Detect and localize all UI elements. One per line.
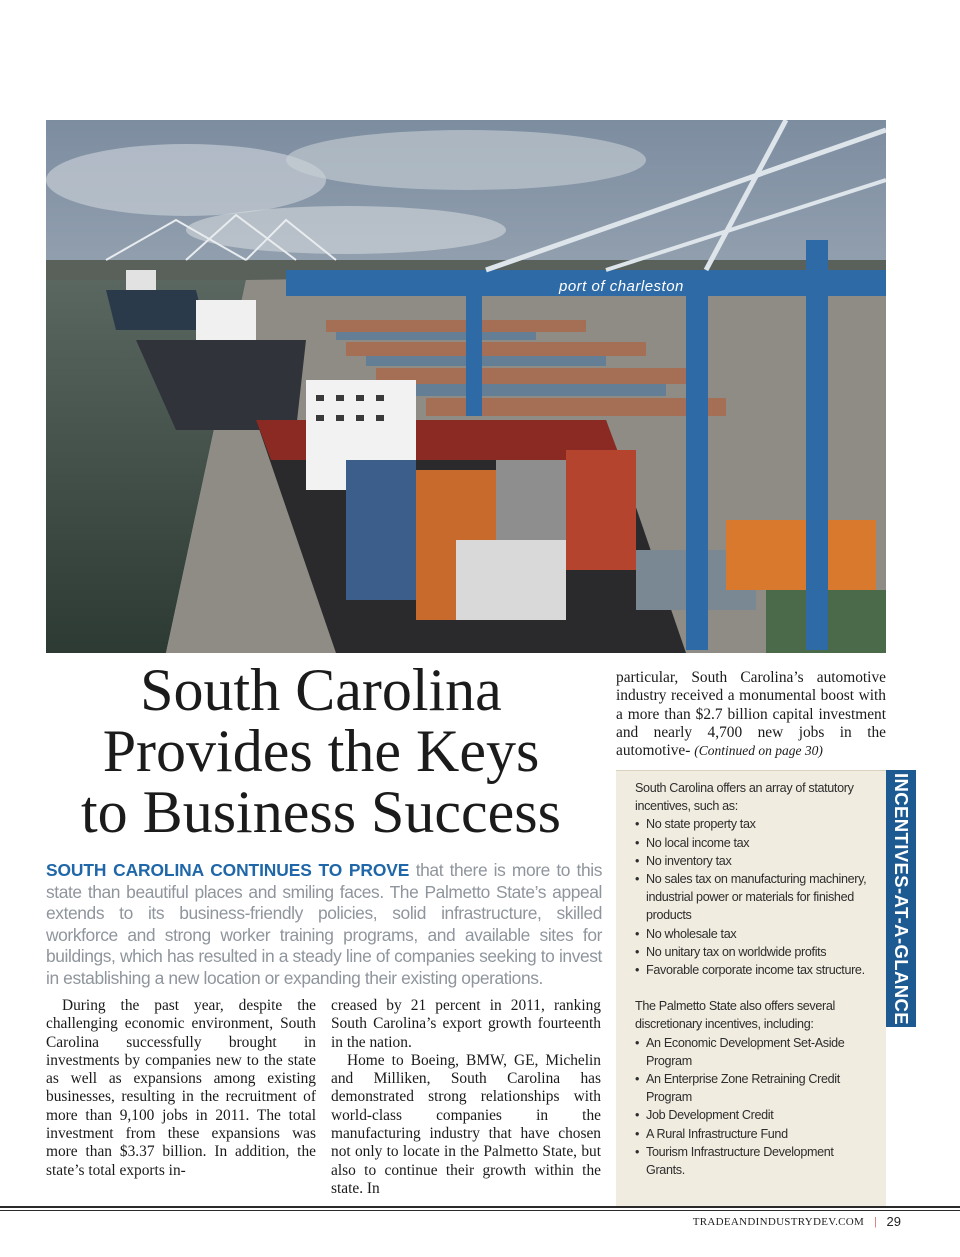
list-item: • Tourism Infrastructure Development Grants.	[635, 1143, 867, 1179]
body-paragraph: creased by 21 percent in 2011, ranking South Carolina’s export growth fourteenth in the nation.	[331, 997, 601, 1051]
crane-sign-text: port of charleston	[559, 278, 684, 295]
port-photo	[46, 120, 886, 653]
list-item: • Job Development Credit	[635, 1106, 867, 1124]
sidebar-intro-statutory: South Carolina offers an array of statutory incentives, such as:	[635, 781, 854, 814]
list-item: • No sales tax on manufacturing machinery, industrial power or materials for finished products	[635, 870, 867, 925]
footer-rule	[0, 1210, 960, 1211]
deck-text: that there is more to this state than beautiful places and smiling faces. The Palmetto State’s appeal extends to its business-friendly policies, solid infrastructure, skilled workforce and strong worker training programs, and available sites for buildings, which has resulted in a steady line of companies seeking to invest in establishing a new location or expanding their existing operations.	[46, 860, 602, 988]
page-footer	[693, 1214, 901, 1229]
footer-site-link[interactable]: TRADEANDINDUSTRYDEV.COM	[692, 1215, 865, 1228]
list-item: • A Rural Infrastructure Fund	[635, 1125, 867, 1143]
footer-rule	[0, 1206, 960, 1208]
body-paragraph: During the past year, despite the challenging economic environment, South Carolina successfully brought in investments by companies new to the state as well as expansions among existing businesses, resulting in the recruitment of more than 9,100 jobs in 2011. The total investment from these expansions was more than $3.37 billion. In addition, the state’s total exports in-	[46, 997, 316, 1179]
body-column-2	[331, 997, 601, 1198]
incentives-sidebar	[616, 770, 886, 1206]
title-line-3: to Business Success	[81, 779, 561, 845]
list-item: • No local income tax	[635, 834, 867, 852]
body-paragraph	[616, 669, 886, 760]
list-item: • An Economic Development Set-Aside Program	[635, 1034, 867, 1070]
deck-lead: SOUTH CAROLINA CONTINUES TO PROVE	[46, 860, 410, 880]
body-paragraph: Home to Boeing, BMW, GE, Michelin and Milliken, South Carolina has demonstrated strong relationships with world-class companies in the manufacturing industry that have chosen not only to locate in the Palmetto State, but also to continue their growth within the state. In	[331, 1051, 601, 1197]
sidebar-intro-discretionary: The Palmetto State also offers several discretionary incentives, including:	[635, 999, 835, 1032]
title-line-1: South Carolina	[140, 657, 502, 723]
continued-note: (Continued on page 30)	[694, 743, 823, 759]
page-number: 29	[886, 1214, 901, 1229]
sidebar-tab	[886, 770, 916, 1027]
discretionary-incentives-list	[635, 1034, 867, 1180]
article-deck	[46, 860, 602, 990]
body-column-1	[46, 997, 316, 1180]
list-item: • Favorable corporate income tax structure.	[635, 961, 867, 979]
article-title	[46, 657, 596, 845]
statutory-incentives-list	[635, 815, 867, 979]
title-line-2: Provides the Keys	[102, 718, 540, 784]
list-item: • No unitary tax on worldwide profits	[635, 943, 867, 961]
body-column-3	[616, 669, 886, 760]
list-item: • No inventory tax	[635, 852, 867, 870]
body-text: particular, South Carolina’s automotive industry received a monumental boost with a more than $2.7 billion capital investment and nearly 4,700 new jobs in the automotive-	[616, 669, 886, 760]
list-item: • An Enterprise Zone Retraining Credit Program	[635, 1070, 867, 1106]
list-item: • No state property tax	[635, 815, 867, 833]
list-item: • No wholesale tax	[635, 925, 867, 943]
footer-separator: |	[874, 1214, 877, 1228]
sidebar-tab-label: INCENTIVES-AT-A-GLANCE	[891, 772, 912, 1025]
